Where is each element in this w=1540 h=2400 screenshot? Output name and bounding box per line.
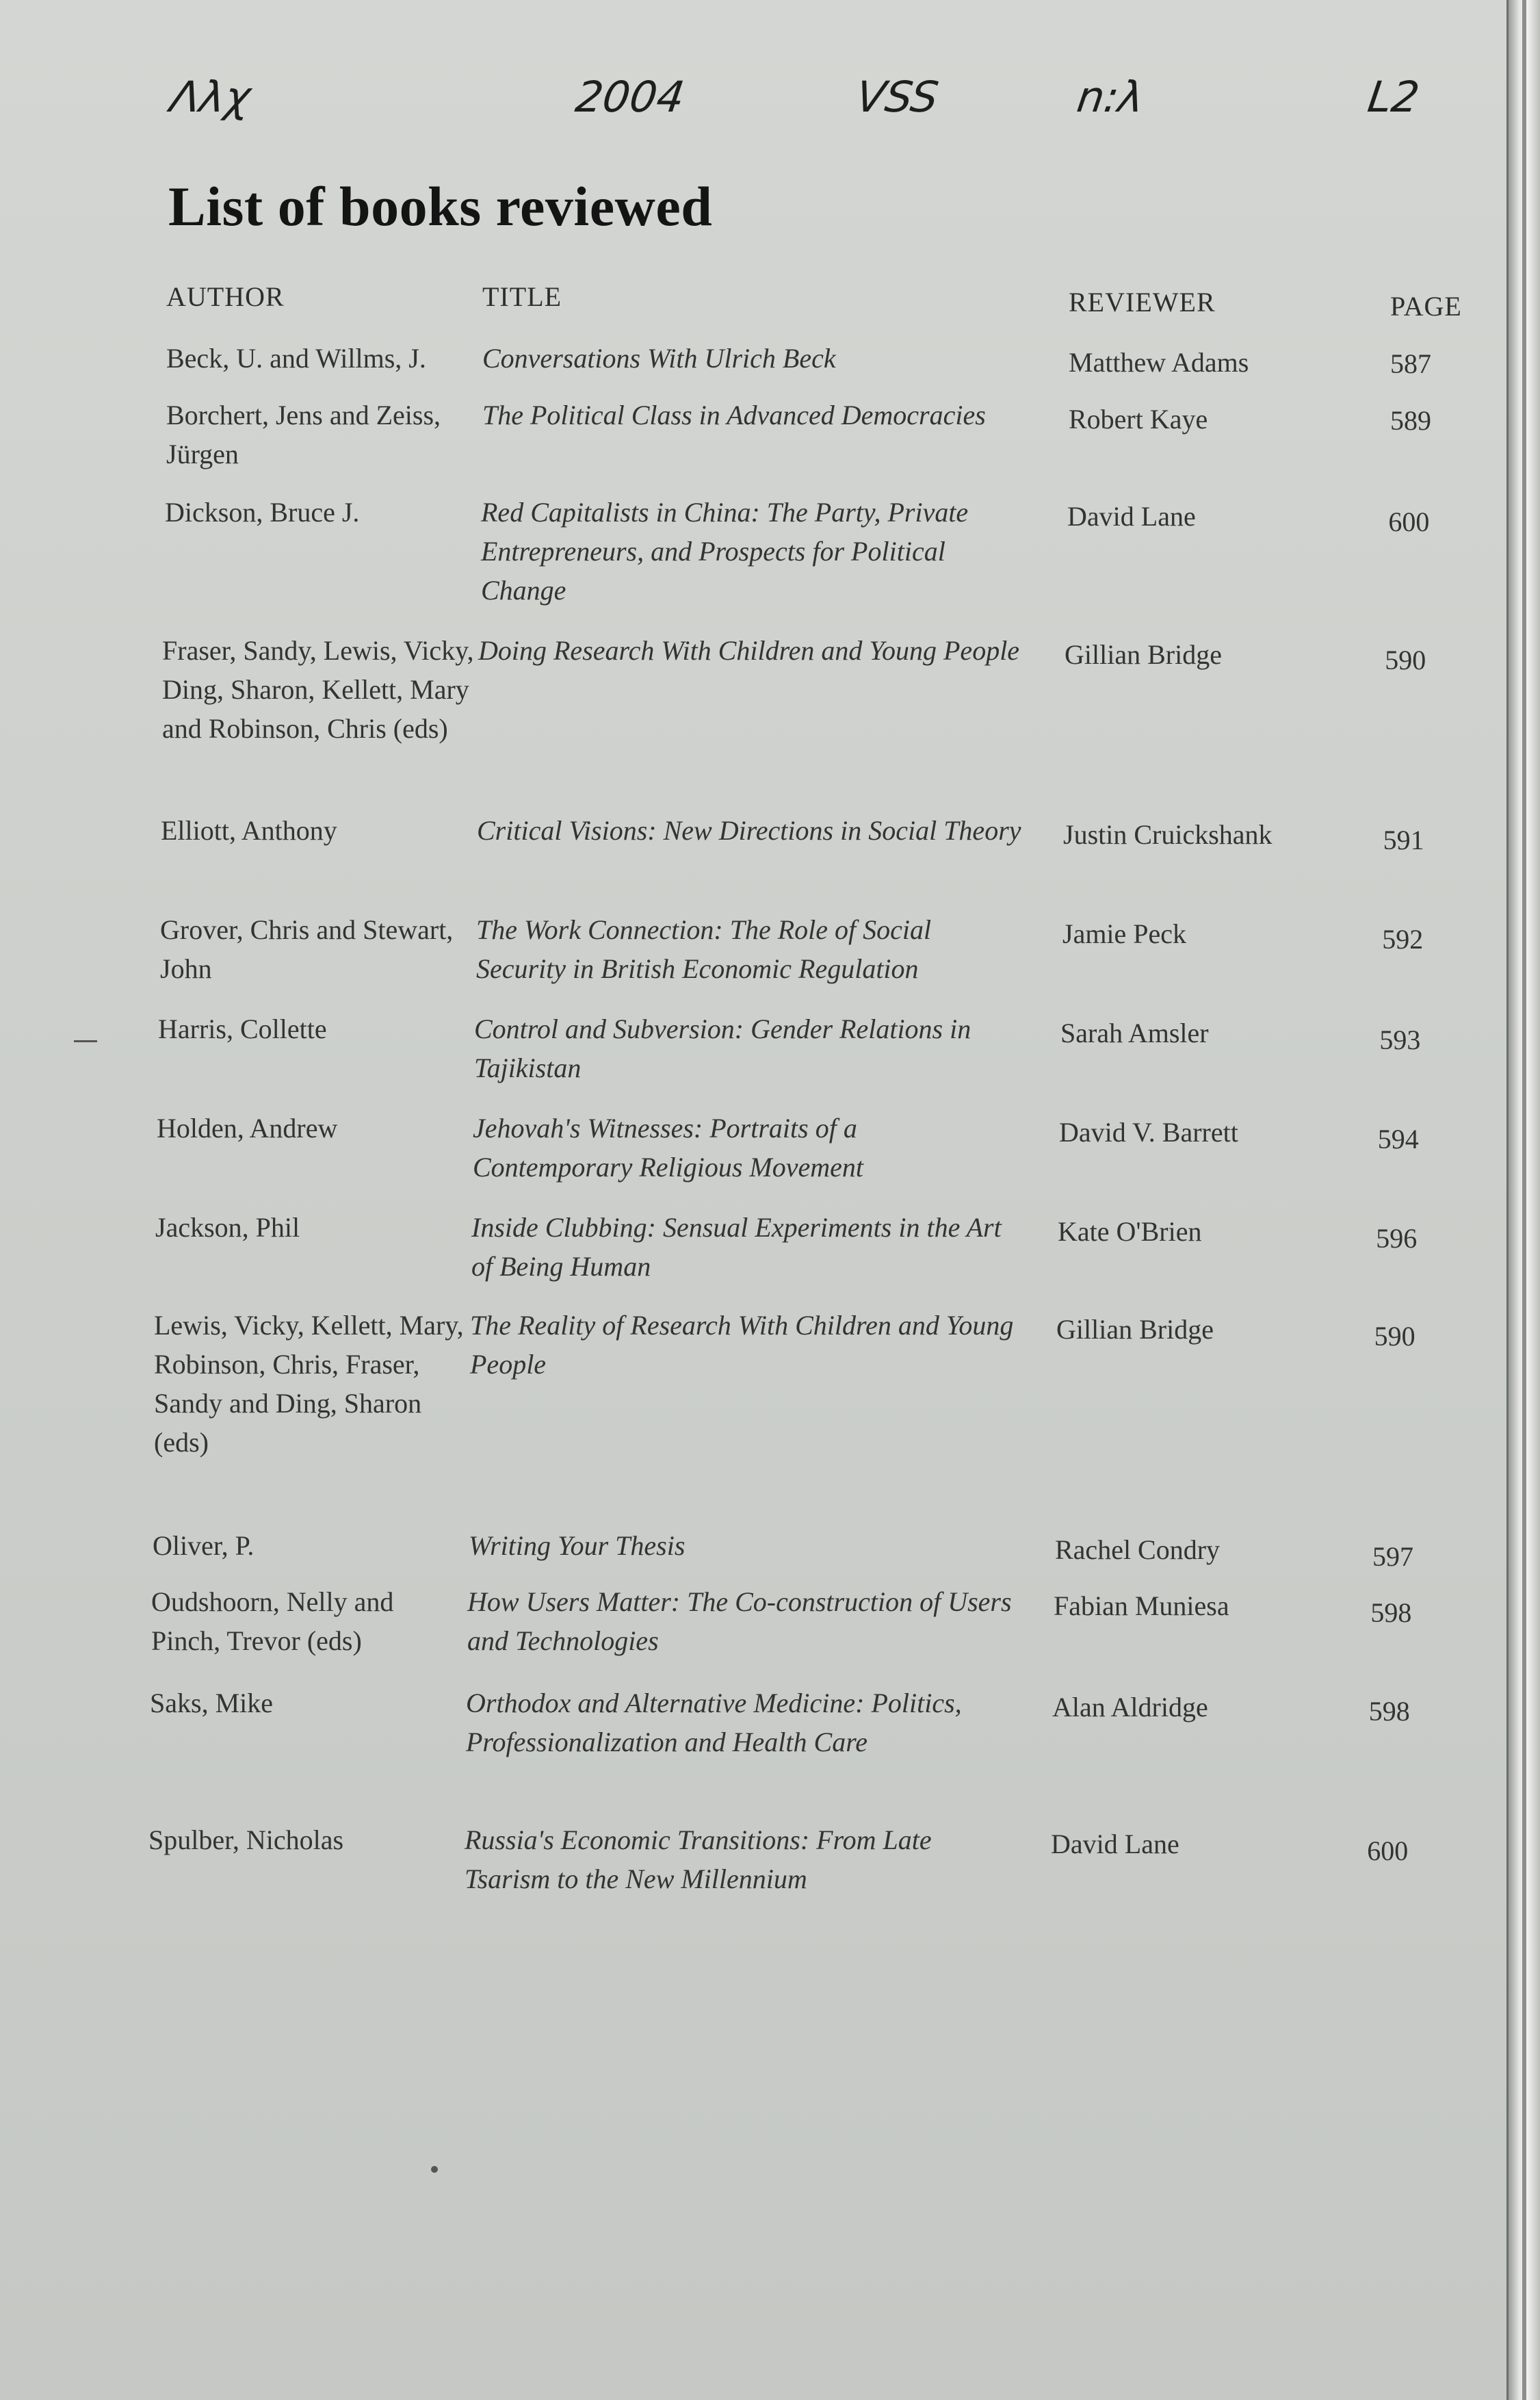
cell-reviewer: Rachel Condry (1055, 1534, 1221, 1565)
cell-page: 587 (1390, 348, 1431, 379)
cell-title: Russia's Economic Transitions: From Late Tsarism to the New Millennium (465, 1824, 932, 1894)
column-header-title: TITLE (482, 281, 562, 312)
cell-author: Spulber, Nicholas (148, 1824, 344, 1855)
cell-page: 600 (1388, 506, 1430, 537)
cell-reviewer: Sarah Amsler (1060, 1018, 1209, 1048)
cell-reviewer: Fabian Muniesa (1054, 1590, 1229, 1621)
cell-author: Beck, U. and Willms, J. (166, 343, 426, 374)
cell-author: Elliott, Anthony (161, 815, 337, 846)
handwritten-note: n:λ (1073, 72, 1148, 122)
cell-title: Inside Clubbing: Sensual Experiments in the Art of Being Human (471, 1212, 1002, 1282)
cell-author: Saks, Mike (150, 1688, 273, 1718)
cell-author: Lewis, Vicky, Kellett, Mary, Robinson, Chris, Fraser, Sandy and Ding, Sharon (eds) (154, 1310, 464, 1458)
cell-page: 591 (1383, 825, 1424, 855)
column-header-reviewer: REVIEWER (1069, 287, 1216, 318)
margin-mark (74, 1040, 97, 1042)
cell-page: 600 (1367, 1835, 1409, 1866)
cell-author: Fraser, Sandy, Lewis, Vicky, Ding, Sharon, Kellett, Mary and Robinson, Chris (eds) (162, 635, 474, 744)
cell-author: Oliver, P. (153, 1530, 255, 1561)
cell-title: The Reality of Research With Children and Young People (470, 1310, 1014, 1380)
cell-title: The Political Class in Advanced Democracies (482, 400, 986, 430)
cell-page: 594 (1377, 1124, 1419, 1154)
handwritten-note: Λλχ (167, 72, 254, 122)
cell-title: The Work Connection: The Role of Social Security in British Economic Regulation (476, 914, 932, 984)
cell-page: 593 (1379, 1024, 1421, 1055)
cell-title: Jehovah's Witnesses: Portraits of a Contemporary Religious Movement (473, 1113, 863, 1183)
cell-page: 589 (1390, 405, 1431, 436)
cell-title: Conversations With Ulrich Beck (482, 343, 836, 374)
column-header-page: PAGE (1390, 291, 1462, 322)
handwritten-notes (167, 72, 1471, 147)
cell-page: 596 (1376, 1223, 1418, 1254)
cell-title: Doing Research With Children and Young People (478, 635, 1020, 666)
cell-author: Holden, Andrew (157, 1113, 338, 1144)
cell-reviewer: Gillian Bridge (1056, 1314, 1214, 1345)
page-title: List of books reviewed (168, 175, 713, 237)
cell-reviewer: Robert Kaye (1069, 404, 1208, 435)
cell-author: Dickson, Bruce J. (165, 497, 360, 528)
cell-author: Borchert, Jens and Zeiss, Jürgen (166, 400, 441, 469)
cell-title: Red Capitalists in China: The Party, Private Entrepreneurs, and Prospects for Political Change (481, 497, 969, 606)
cell-page: 592 (1382, 924, 1424, 955)
cell-reviewer: David V. Barrett (1059, 1117, 1238, 1148)
cell-title: How Users Matter: The Co-construction of Users and Technologies (467, 1586, 1012, 1656)
page-speck (431, 2166, 438, 2173)
cell-reviewer: Matthew Adams (1069, 347, 1249, 378)
cell-page: 598 (1368, 1696, 1410, 1727)
cell-page: 590 (1385, 645, 1426, 675)
cell-author: Oudshoorn, Nelly and Pinch, Trevor (eds) (151, 1586, 394, 1656)
cell-page: 598 (1370, 1597, 1412, 1628)
cell-author: Grover, Chris and Stewart, John (160, 914, 454, 984)
handwritten-note: 2004 (572, 72, 688, 122)
cell-author: Harris, Collette (158, 1014, 327, 1044)
cell-reviewer: Jamie Peck (1062, 918, 1187, 949)
cell-title: Orthodox and Alternative Medicine: Politics, Professionalization and Health Care (466, 1688, 962, 1757)
cell-title: Critical Visions: New Directions in Social Theory (477, 815, 1021, 846)
cell-title: Control and Subversion: Gender Relations in Tajikistan (474, 1014, 971, 1083)
cell-reviewer: Alan Aldridge (1052, 1692, 1208, 1722)
handwritten-note: L2 (1364, 72, 1423, 122)
cell-page: 590 (1374, 1321, 1415, 1352)
cell-page: 597 (1372, 1541, 1413, 1572)
books-table (0, 274, 1540, 2327)
cell-title: Writing Your Thesis (469, 1530, 686, 1561)
cell-reviewer: Justin Cruickshank (1063, 819, 1273, 850)
column-header-author: AUTHOR (166, 281, 285, 312)
cell-reviewer: David Lane (1067, 501, 1196, 532)
cell-author: Jackson, Phil (155, 1212, 300, 1243)
handwritten-note: VSS (852, 72, 942, 122)
cell-reviewer: Gillian Bridge (1065, 639, 1222, 670)
cell-reviewer: Kate O'Brien (1058, 1216, 1202, 1247)
cell-reviewer: David Lane (1051, 1829, 1179, 1859)
